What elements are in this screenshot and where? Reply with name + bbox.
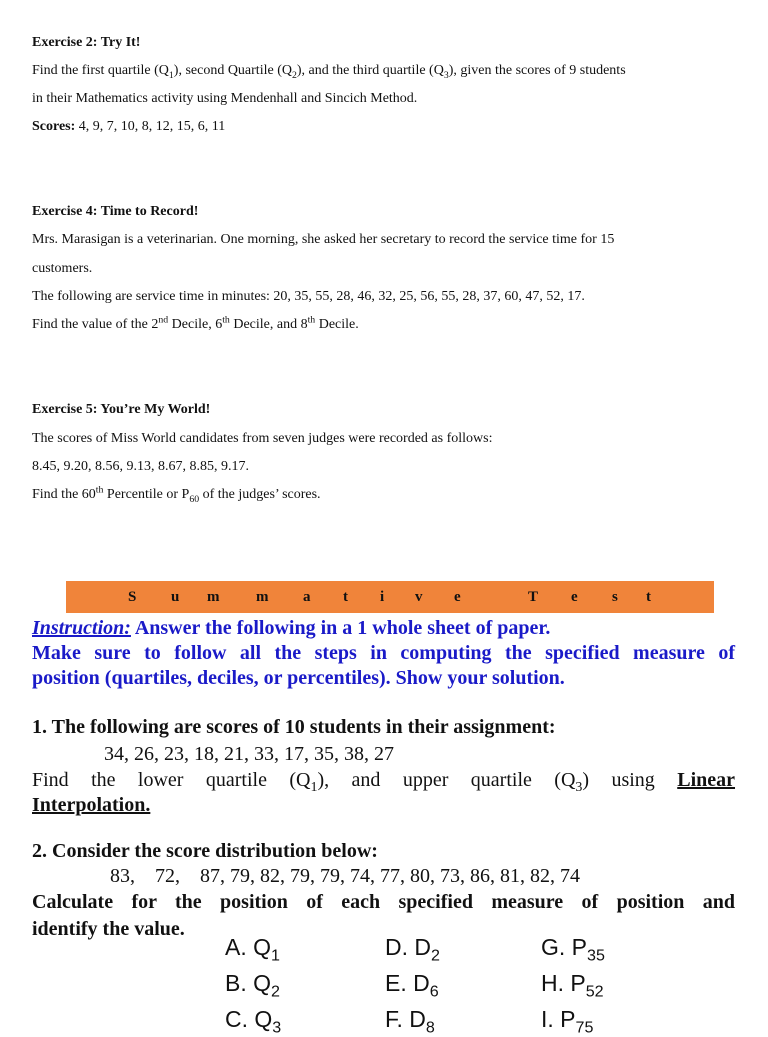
banner-letter: T [528,589,539,605]
exercise-4-title: Exercise 4: Time to Record! [32,204,199,219]
answer-g: G. $P_{35}$ [541,934,605,965]
exercise-2-line-1: Find the first quartile $(Q_1)$, second Quartile $(Q_2)$, and the third quartile $(Q_3)$, given the scores of 9 students [32,63,626,81]
answer-e: E. $D_6$ [385,970,439,1001]
answer-b: B. $Q_2$ [225,970,280,1001]
summative-test-banner [66,581,714,613]
exercise-5-title: Exercise 5: You’re My World! [32,402,211,417]
exercise-2-line-2: in their Mathematics activity using Mendenhall and Sincich Method. [32,91,418,106]
exercise-2-title: Exercise 2: Try It! [32,35,141,50]
question-2-calc-line-1: Calculate for the position of each specified measure of position and [32,891,735,913]
question-1-instruction: Find the lower quartile $(Q_1)$, and upper quartile $(Q_3)$ using Linear [32,769,736,795]
banner-letter: i [380,589,385,605]
banner-letter: a [303,589,311,605]
banner-letter: v [415,589,423,605]
banner-letter: t [343,589,348,605]
banner-letter: m [207,589,220,605]
question-2-heading: 2. Consider the score distribution below: [32,840,378,862]
instruction-line-1: Instruction: Answer the following in a 1 whole sheet of paper. [32,617,551,639]
exercise-5-line-1: The scores of Miss World candidates from seven judges were recorded as follows: [32,431,493,446]
instruction-line-3: position (quartiles, deciles, or percentiles). Show your solution. [32,667,565,689]
question-2-data: 83, 72, 87, 79, 82, 79, 79, 74, 77, 80, 73, 86, 81, 82, 74 [110,865,580,887]
exercise-5-line-3: Find the 60th Percentile or $P_{60}$ of the judges’ scores. [32,484,321,505]
question-1-data: 34, 26, 23, 18, 21, 33, 17, 35, 38, 27 [104,743,394,765]
answer-i: I. $P_{75}$ [541,1006,594,1037]
answer-d: D. $D_2$ [385,934,440,965]
answer-f: F. $D_8$ [385,1006,435,1037]
answer-a: A. $Q_1$ [225,934,280,965]
banner-letter: t [646,589,651,605]
banner-letter: m [256,589,269,605]
exercise-2-scores: Scores: 4, 9, 7, 10, 8, 12, 15, 6, 11 [32,119,226,134]
answer-h: H. $P_{52}$ [541,970,604,1001]
question-1-method: Interpolation. [32,794,151,816]
instruction-label: Instruction: [32,617,131,639]
exercise-4-line-4: Find the value of the 2nd Decile, 6th Decile, and 8th Decile. [32,314,359,332]
exercise-4-line-1: Mrs. Marasigan is a veterinarian. One morning, she asked her secretary to record the service time for 15 [32,232,615,247]
instruction-line-2: Make sure to follow all the steps in computing the specified measure of [32,642,735,664]
answer-c: C. $Q_3$ [225,1006,282,1037]
question-2-calc-line-2: identify the value. [32,918,185,940]
banner-letter: s [612,589,618,605]
banner-letter: u [171,589,180,605]
exercise-4-line-3: The following are service time in minutes: 20, 35, 55, 28, 46, 32, 25, 56, 55, 28, 37, 60, 47, 52, 17. [32,289,585,304]
exercise-5-line-2: 8.45, 9.20, 8.56, 9.13, 8.67, 8.85, 9.17. [32,459,249,474]
question-1-heading: 1. The following are scores of 10 students in their assignment: [32,716,556,738]
banner-letter: e [571,589,578,605]
banner-letter: e [454,589,461,605]
banner-letter: S [128,589,137,605]
exercise-4-line-2: customers. [32,261,93,276]
